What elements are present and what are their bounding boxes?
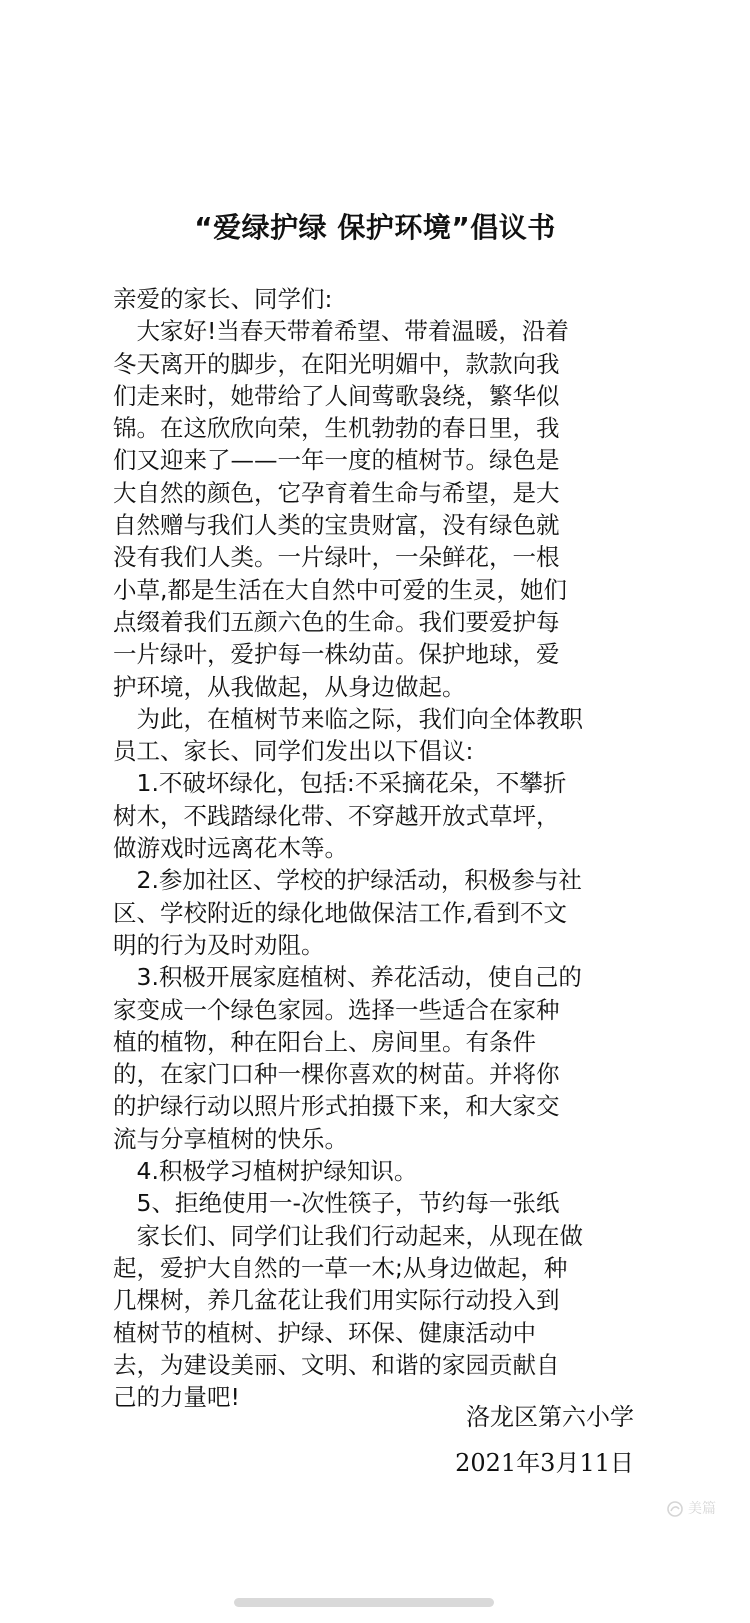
body-line: 家变成一个绿色家园。选择一些适合在家种 xyxy=(113,995,560,1024)
body-line: 一片绿叶，爱护每一株幼苗。保护地球，爱 xyxy=(113,640,560,669)
body-line: 的，在家门口种一棵你喜欢的树苗。并将你 xyxy=(113,1060,560,1089)
document-title: “爱绿护绿 保护环境”倡议书 xyxy=(194,211,556,244)
body-line: 3.积极开展家庭植树、养花活动，使自己的 xyxy=(113,963,582,992)
watermark-text: 美篇 xyxy=(688,1501,716,1517)
body-line: 为此，在植树节来临之际，我们向全体教职 xyxy=(113,704,583,733)
body-line: 点缀着我们五颜六色的生命。我们要爱护每 xyxy=(113,607,560,636)
signature-date: 2021年3月11日 xyxy=(455,1449,634,1477)
body-line: 大自然的颜色，它孕育着生命与希望，是大 xyxy=(113,478,560,507)
body-line: 去，为建设美丽、文明、和谐的家园贡献自 xyxy=(113,1350,560,1379)
watermark xyxy=(666,1500,716,1518)
body-line: 的护绿行动以照片形式拍摄下来，和大家交 xyxy=(113,1092,560,1121)
body-line: 区、学校附近的绿化地做保洁工作,看到不文 xyxy=(113,898,567,927)
body-line: 明的行为及时劝阻。 xyxy=(113,930,325,959)
body-line: 2.参加社区、学校的护绿活动，积极参与社 xyxy=(113,866,582,895)
body-line: 己的力量吧! xyxy=(113,1383,240,1412)
body-line: 锦。在这欣欣向荣，生机勃勃的春日里，我 xyxy=(113,414,560,443)
body-line: 亲爱的家长、同学们: xyxy=(113,285,333,313)
document-body xyxy=(113,283,623,1413)
body-line: 做游戏时远离花木等。 xyxy=(113,834,348,863)
body-line: 植树节的植树、护绿、环保、健康活动中 xyxy=(113,1318,536,1347)
body-line: 4.积极学习植树护绿知识。 xyxy=(113,1157,418,1186)
body-line: 自然赠与我们人类的宝贵财富，没有绿色就 xyxy=(113,511,560,540)
body-line: 大家好!当春天带着希望、带着温暖，沿着 xyxy=(113,317,569,346)
body-line: 没有我们人类。一片绿叶，一朵鲜花，一根 xyxy=(113,543,560,572)
body-line: 冬天离开的脚步，在阳光明媚中，款款向我 xyxy=(113,349,560,378)
body-line: 植的植物，种在阳台上、房间里。有条件 xyxy=(113,1027,536,1056)
body-line: 起，爱护大自然的一草一木;从身边做起，种 xyxy=(113,1253,568,1282)
body-line: 1.不破坏绿化，包括:不采摘花朵，不攀折 xyxy=(113,769,567,798)
body-line: 们又迎来了——一年一度的植树节。绿色是 xyxy=(113,446,560,475)
body-line: 几棵树，养几盆花让我们用实际行动投入到 xyxy=(113,1286,560,1315)
body-line: 护环境，从我做起，从身边做起。 xyxy=(113,672,466,701)
body-line: 流与分享植树的快乐。 xyxy=(113,1124,348,1153)
body-line: 家长们、同学们让我们行动起来，从现在做 xyxy=(113,1221,583,1250)
home-indicator[interactable] xyxy=(234,1598,494,1607)
body-line: 员工、家长、同学们发出以下倡议: xyxy=(113,737,474,766)
signature-organization: 洛龙区第六小学 xyxy=(466,1403,634,1431)
body-line: 小草,都是生活在大自然中可爱的生灵，她们 xyxy=(113,575,567,604)
body-line: 树木，不践踏绿化带、不穿越开放式草坪， xyxy=(113,801,560,830)
body-line: 们走来时，她带给了人间莺歌袅绕，繁华似 xyxy=(113,381,560,410)
meipian-logo-icon xyxy=(666,1500,684,1518)
body-line: 5、拒绝使用一-次性筷子，节约每一张纸 xyxy=(113,1189,560,1218)
